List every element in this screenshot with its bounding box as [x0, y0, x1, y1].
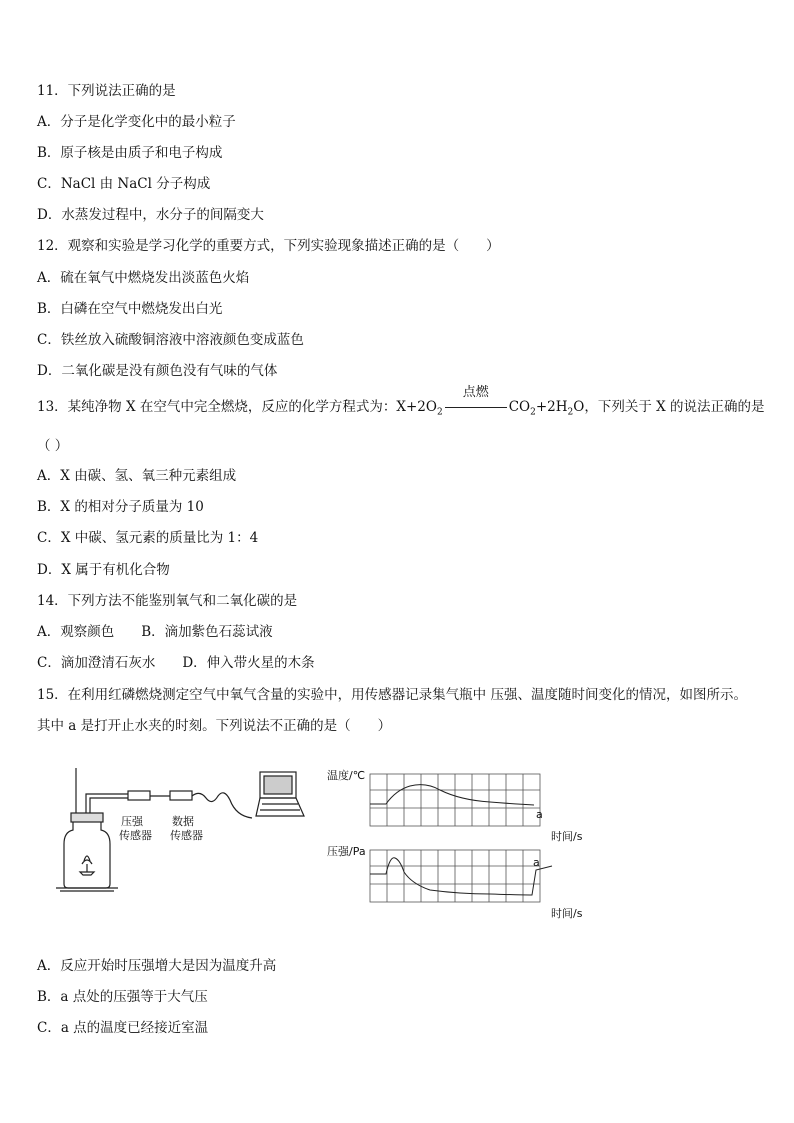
q14-options-ab: A．观察颜色 B．滴加紫色石蕊试液: [37, 624, 273, 640]
gas-bottle: [64, 822, 110, 888]
q12-option-d: D．二氧化碳是没有颜色没有气味的气体: [37, 363, 278, 379]
q13-option-c: C．X 中碳、氢元素的质量比为 1：4: [37, 530, 259, 546]
temperature-curve: [370, 785, 534, 805]
pressure-sensor-label-2: 传感器: [119, 829, 152, 842]
q13-paren: （ ）: [37, 438, 69, 454]
q11-option-d: D．水蒸发过程中，水分子的间隔变大: [37, 207, 264, 223]
q15-option-b: B．a 点处的压强等于大气压: [37, 989, 208, 1005]
data-sensor-box: [170, 791, 192, 800]
pressure-axis-label: 压强/Pa: [327, 845, 366, 858]
time-axis-label-press: 时间/s: [551, 907, 583, 920]
q11-stem: 11．下列说法正确的是: [37, 83, 176, 99]
pressure-sensor-label-1: 压强: [121, 815, 143, 828]
point-a-label-press: a: [533, 856, 540, 869]
q15-option-c: C．a 点的温度已经接近室温: [37, 1020, 209, 1036]
point-a-label-temp: a: [536, 808, 543, 821]
apparatus-and-graphs: [0, 760, 794, 930]
q13-stem: [37, 385, 765, 422]
q11-option-b: B．原子核是由质子和电子构成: [37, 145, 223, 161]
q12-option-b: B．白磷在空气中燃烧发出白光: [37, 301, 223, 317]
q13-option-b: B．X 的相对分子质量为 10: [37, 499, 204, 515]
temperature-graph: [327, 768, 583, 843]
q13-stem-post: ，下列关于 X 的说法正确的是: [584, 399, 765, 415]
combustion-spoon: [80, 872, 94, 875]
q14-options-cd: C．滴加澄清石灰水 D．伸入带火星的木条: [37, 655, 315, 671]
cable: [192, 793, 252, 818]
q12-option-a: A．硫在氧气中燃烧发出淡蓝色火焰: [37, 270, 250, 286]
q13-option-a: A．X 由碳、氢、氧三种元素组成: [37, 468, 237, 484]
data-sensor-label-1: 数据: [172, 815, 194, 828]
q11-option-a: A．分子是化学变化中的最小粒子: [37, 114, 236, 130]
reaction-arrow: [443, 385, 509, 416]
equation-line: [445, 407, 507, 408]
reaction-condition: 点燃: [462, 385, 489, 400]
chemical-equation: $X+2O_2$ 点燃 $CO_2+2H_2O$: [396, 385, 585, 418]
bottle-stopper: [71, 813, 103, 822]
temperature-axis-label: 温度/℃: [327, 769, 366, 782]
pressure-curve: [370, 858, 552, 895]
laptop-keyboard-icon: [256, 798, 304, 816]
q13-option-d: D．X 属于有机化合物: [37, 562, 170, 578]
q15-stem-line2: 其中 a 是打开止水夹的时刻。下列说法不正确的是（ ）: [37, 718, 392, 734]
pressure-sensor-box: [128, 791, 150, 800]
experiment-figure: [0, 760, 794, 930]
q11-option-c: C．NaCl 由 NaCl 分子构成: [37, 176, 211, 192]
time-axis-label-temp: 时间/s: [551, 830, 583, 843]
q13-stem-pre: 13．某纯净物 X 在空气中完全燃烧，反应的化学方程式为：: [37, 399, 397, 415]
q15-stem-line1: 15．在利用红磷燃烧测定空气中氧气含量的实验中，用传感器记录集气瓶中 压强、温度随时间变化的情况，如图所示。: [37, 687, 747, 703]
q15-option-a: A．反应开始时压强增大是因为温度升高: [37, 958, 277, 974]
pressure-graph: [327, 845, 583, 920]
data-sensor-label-2: 传感器: [170, 829, 203, 842]
q14-stem: 14．下列方法不能鉴别氧气和二氧化碳的是: [37, 593, 298, 609]
tube: [86, 794, 128, 813]
q12-option-c: C．铁丝放入硫酸铜溶液中溶液颜色变成蓝色: [37, 332, 304, 348]
temperature-grid: [370, 774, 540, 826]
q12-stem: 12．观察和实验是学习化学的重要方式，下列实验现象描述正确的是（ ）: [37, 238, 500, 254]
